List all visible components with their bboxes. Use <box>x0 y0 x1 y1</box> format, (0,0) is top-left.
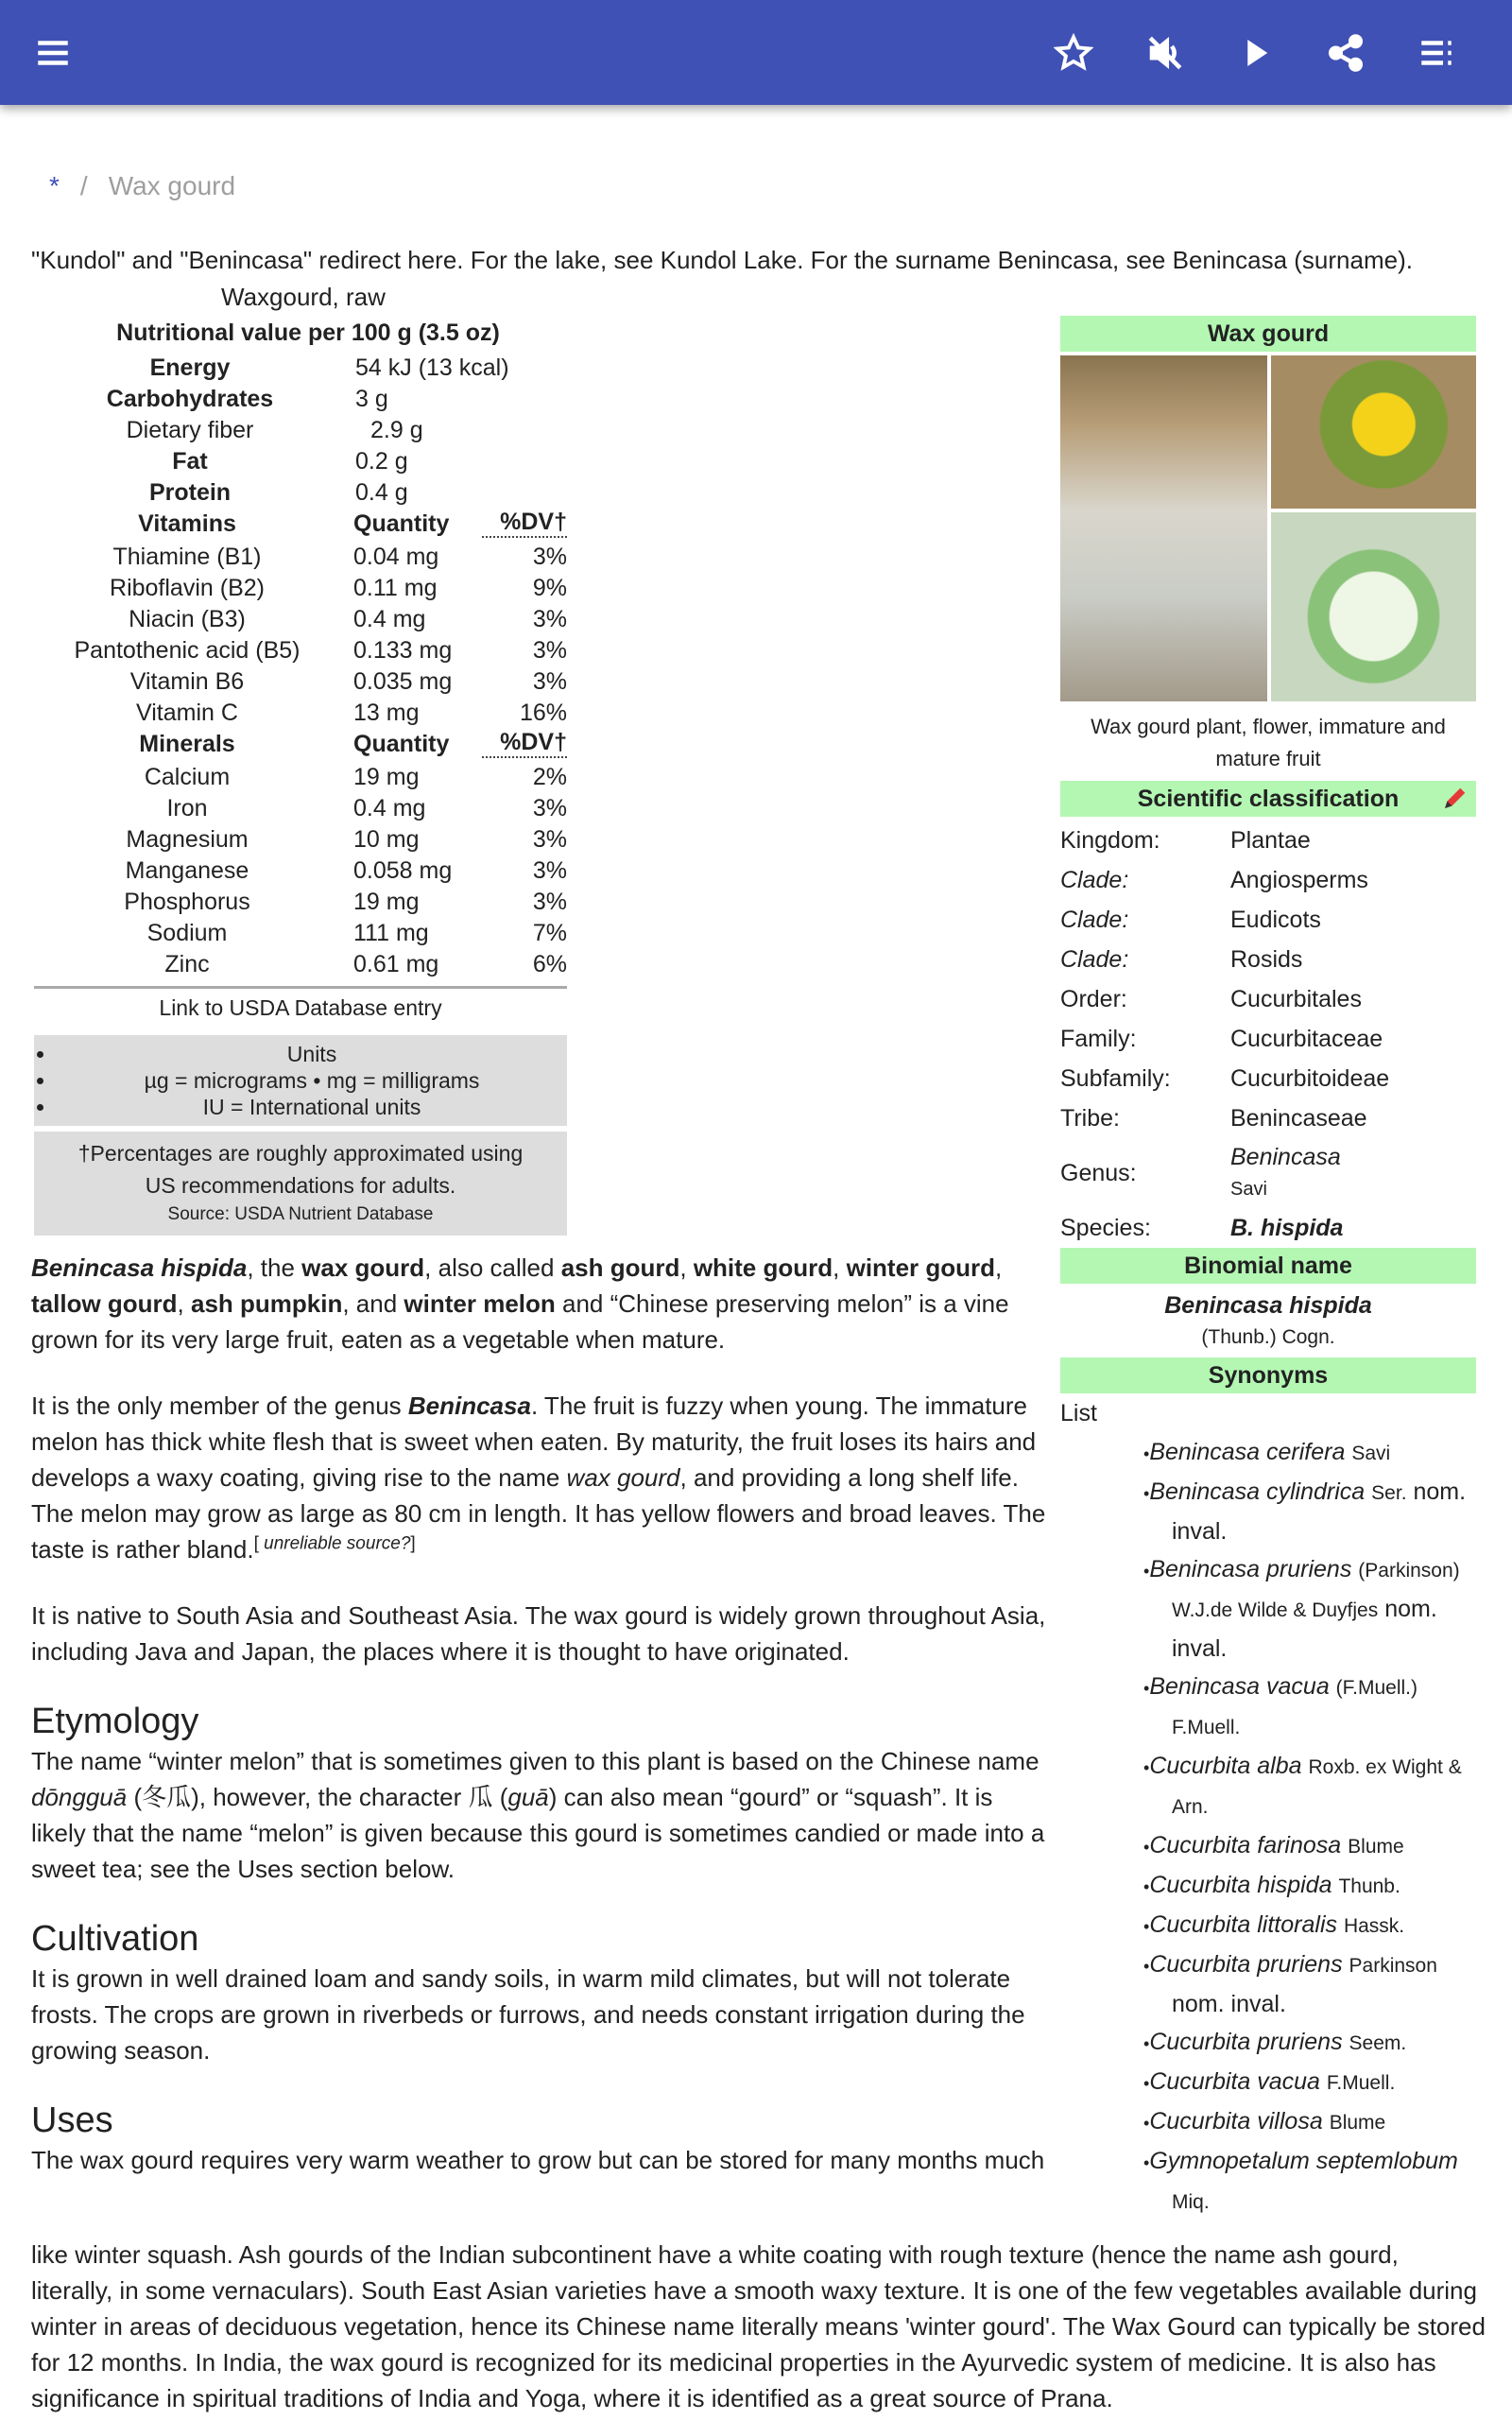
mineral-row: Phosphorus 19 mg 3% <box>124 889 567 915</box>
units-box <box>34 1035 567 1126</box>
citation-needed[interactable]: [ unreliable source?] <box>253 1533 416 1554</box>
bullet-icon: • <box>1143 1877 1150 1896</box>
bullet-icon: • <box>1143 1484 1150 1503</box>
star-icon[interactable] <box>1051 30 1096 76</box>
nutrient-row: Protein 0.4 g <box>148 479 408 506</box>
share-icon[interactable] <box>1323 30 1368 76</box>
vitamin-row: Vitamin C 13 mg 16% <box>136 700 567 726</box>
vitamin-row: Riboflavin (B2) 0.11 mg 9% <box>110 575 567 601</box>
bullet-icon: • <box>1143 2153 1150 2172</box>
breadcrumb <box>49 168 235 204</box>
vitamin-row: Niacin (B3) 0.4 mg 3% <box>129 606 567 632</box>
menu-icon[interactable] <box>30 30 76 76</box>
synonym-item: •Benincasa vacua (F.Muell.) F.Muell. <box>1143 1673 1418 1738</box>
bullet-icon: • <box>1143 1562 1150 1581</box>
taxon-row: Subfamily: Cucurbitoideae <box>1060 1065 1390 1092</box>
nutrient-row: Dietary fiber 2.9 g <box>126 417 423 443</box>
mineral-row: Calcium 19 mg 2% <box>144 764 567 790</box>
vitamin-row: Thiamine (B1) 0.04 mg 3% <box>112 544 567 570</box>
synonym-item: •Cucurbita farinosa Blume <box>1143 1832 1404 1858</box>
mineral-row: Manganese 0.058 mg 3% <box>125 857 567 884</box>
taxon-row: Clade: Rosids <box>1060 946 1303 973</box>
vitamins-header: Vitamins Quantity %DV† <box>138 509 567 537</box>
synonyms-list <box>1060 1433 1476 2221</box>
synonym-item: •Cucurbita pruriens Parkinson nom. inval. <box>1143 1951 1437 2017</box>
description-paragraph: It is the only member of the genus Benincasa. The fruit is fuzzy when young. The immature melon has thick white flesh that is sweet when eaten. By maturity, the fruit loses its hairs and develops a waxy coating, giving rise to the name wax gourd, and providing a long shelf life. The melon may grow as large as 80 cm in length. It has yellow flowers and broad leaves. The taste is rather bland.[ unreliable source?] <box>31 1392 1046 1564</box>
synonym-item: •Cucurbita vacua F.Muell. <box>1143 2068 1396 2095</box>
nutrient-row: Fat 0.2 g <box>172 448 408 475</box>
fruit-image[interactable] <box>1271 512 1476 701</box>
nutrition-caption: Waxgourd, raw <box>221 283 386 311</box>
heading-etymology: Etymology <box>31 1702 199 1741</box>
heading-uses: Uses <box>31 2100 113 2140</box>
binomial-name: Benincasa hispida (Thunb.) Cogn. <box>1164 1292 1372 1348</box>
synonyms-header: Synonyms <box>1060 1357 1476 1393</box>
cultivation-paragraph: It is grown in well drained loam and sandy soils, in warm mild climates, but will not tolerate frosts. The crops are grown in riverbeds or furrows, and needs constant irrigation during the growing season. <box>31 1964 1025 2065</box>
units-mass: • µg = micrograms • mg = milligrams <box>57 1067 567 1094</box>
taxon-row-genus: Genus: Benincasa Savi <box>1060 1144 1341 1200</box>
usda-link[interactable]: Link to USDA Database entry <box>159 995 442 1020</box>
synonym-item: •Benincasa cylindrica Ser. nom. inval. <box>1143 1478 1467 1545</box>
bullet-icon: • <box>1143 1679 1150 1698</box>
vitamin-row: Vitamin B6 0.035 mg 3% <box>129 668 567 695</box>
bullet-icon: • <box>1143 1838 1150 1857</box>
bullet-icon: • <box>1143 1957 1150 1976</box>
taxon-row: Family: Cucurbitaceae <box>1060 1026 1383 1052</box>
infobox-images <box>1060 355 1476 701</box>
mineral-row: Magnesium 10 mg 3% <box>126 826 567 853</box>
app-toolbar <box>0 0 1512 105</box>
mineral-row: Iron 0.4 mg 3% <box>166 795 567 821</box>
flower-image[interactable] <box>1271 355 1476 509</box>
taxon-row: Clade: Angiosperms <box>1060 867 1368 893</box>
synonym-item: •Cucurbita villosa Blume <box>1143 2108 1386 2135</box>
taxon-row: Tribe: Benincaseae <box>1060 1105 1367 1132</box>
hatnote[interactable]: "Kundol" and "Benincasa" redirect here. For the lake, see Kundol Lake. For the surname Benincasa, see Benincasa (surname). <box>31 246 1413 274</box>
uses-paragraph-start: The wax gourd requires very warm weather to grow but can be stored for many months much <box>31 2146 1045 2174</box>
plant-image[interactable] <box>1060 355 1267 701</box>
synonym-item: •Cucurbita littoralis Hassk. <box>1143 1911 1405 1938</box>
binomial-header: Binomial name <box>1060 1248 1476 1284</box>
bullet-icon: • <box>1143 2114 1150 2133</box>
nutrient-row: Energy 54 kJ (13 kcal) <box>149 354 509 381</box>
etymology-paragraph: The name “winter melon” that is sometimes given to this plant is based on the Chinese name dōngguā (冬瓜), however, the character 瓜 (guā) can also mean “gourd” or “squash”. It is likely that the name “melon” is given because this gourd is sometimes candied or made into a sweet tea; see the Uses section below. <box>31 1747 1045 1883</box>
native-paragraph: It is native to South Asia and Southeast Asia. The wax gourd is widely grown throughout Asia, including Java and Japan, the places where it is thought to have originated. <box>31 1601 1046 1666</box>
sci-class-header: Scientific classification <box>1060 781 1476 817</box>
genus-link[interactable]: Benincasa <box>1230 1144 1341 1170</box>
breadcrumb-current: Wax gourd <box>108 171 236 200</box>
synonyms-list-toggle[interactable]: List <box>1060 1400 1097 1426</box>
bullet-icon: • <box>1143 2074 1150 2093</box>
mineral-row: Sodium 111 mg 7% <box>146 920 567 946</box>
synonym-item: •Benincasa cerifera Savi <box>1143 1439 1391 1465</box>
image-caption: Wax gourd plant, flower, immature and mature fruit <box>1091 715 1446 770</box>
mineral-row: Zinc 0.61 mg 6% <box>164 951 567 977</box>
synonym-item: •Cucurbita pruriens Seem. <box>1143 2029 1407 2055</box>
mute-icon[interactable] <box>1143 30 1188 76</box>
uses-paragraph: like winter squash. Ash gourds of the Indian subcontinent have a white coating with rough texture (hence the name ash gourd, literally, in some vernaculars). South East Asian varieties have a smooth waxy texture. It is one of the few vegetables available during winter in areas of deciduous vegetation, hence its Chinese name literally means 'winter gourd'. The Wax Gourd can typically be stored for 12 months. In India, the wax gourd is recognized for its medicinal properties in the Ayurvedic system of medicine. It is also has significance in spiritual traditions of India and Yoga, where it is identified as a great source of Prana. <box>31 2240 1486 2412</box>
bullet-icon: • <box>1143 1758 1150 1777</box>
units-label: • Units <box>57 1041 567 1067</box>
heading-cultivation: Cultivation <box>31 1919 199 1959</box>
infobox-title: Wax gourd <box>1060 316 1476 352</box>
bullet-icon: • <box>1143 1444 1150 1463</box>
nutrient-row: Carbohydrates 3 g <box>106 386 388 412</box>
article-body <box>31 1250 1052 2178</box>
synonym-item: •Benincasa pruriens (Parkinson) W.J.de Wilde & Duyfjes nom. inval. <box>1143 1556 1460 1662</box>
taxon-row: Order: Cucurbitales <box>1060 986 1362 1012</box>
taxon-row-species: Species: B. hispida <box>1060 1215 1344 1241</box>
synonym-item: •Cucurbita hispida Thunb. <box>1143 1872 1400 1898</box>
bullet-icon: • <box>1143 1917 1150 1936</box>
synonym-item: •Gymnopetalum septemlobum Miq. <box>1143 2148 1458 2213</box>
taxon-row: Clade: Eudicots <box>1060 907 1321 933</box>
vitamin-row: Pantothenic acid (B5) 0.133 mg 3% <box>74 637 567 664</box>
taxon-row: Kingdom: Plantae <box>1060 827 1311 854</box>
dv-footnote: †Percentages are roughly approximated using US recommendations for adults. <box>77 1141 524 1198</box>
breadcrumb-separator: / <box>79 171 88 200</box>
intro-paragraph: Benincasa hispida, the wax gourd, also called ash gourd, white gourd, winter gourd, tallow gourd, ash pumpkin, and winter melon and “Chinese preserving melon” is a vine grown for its very large fruit, eaten as a vegetable when mature. <box>31 1253 1009 1354</box>
list-icon[interactable] <box>1414 30 1459 76</box>
footnote-box <box>34 1132 567 1236</box>
units-iu: • IU = International units <box>57 1094 567 1120</box>
play-icon[interactable] <box>1233 30 1279 76</box>
infobox <box>1060 316 1476 2221</box>
source-note: Source: USDA Nutrient Database <box>167 1204 434 1224</box>
minerals-header: Minerals Quantity %DV† <box>139 729 567 757</box>
breadcrumb-home[interactable]: * <box>49 171 60 200</box>
nutrition-title: Nutritional value per 100 g (3.5 oz) <box>116 320 500 346</box>
edit-pencil-icon[interactable] <box>1440 785 1469 813</box>
bullet-icon: • <box>1143 2034 1150 2053</box>
synonym-item: •Cucurbita alba Roxb. ex Wight & Arn. <box>1143 1753 1462 1818</box>
nutrition-table <box>34 318 567 1236</box>
